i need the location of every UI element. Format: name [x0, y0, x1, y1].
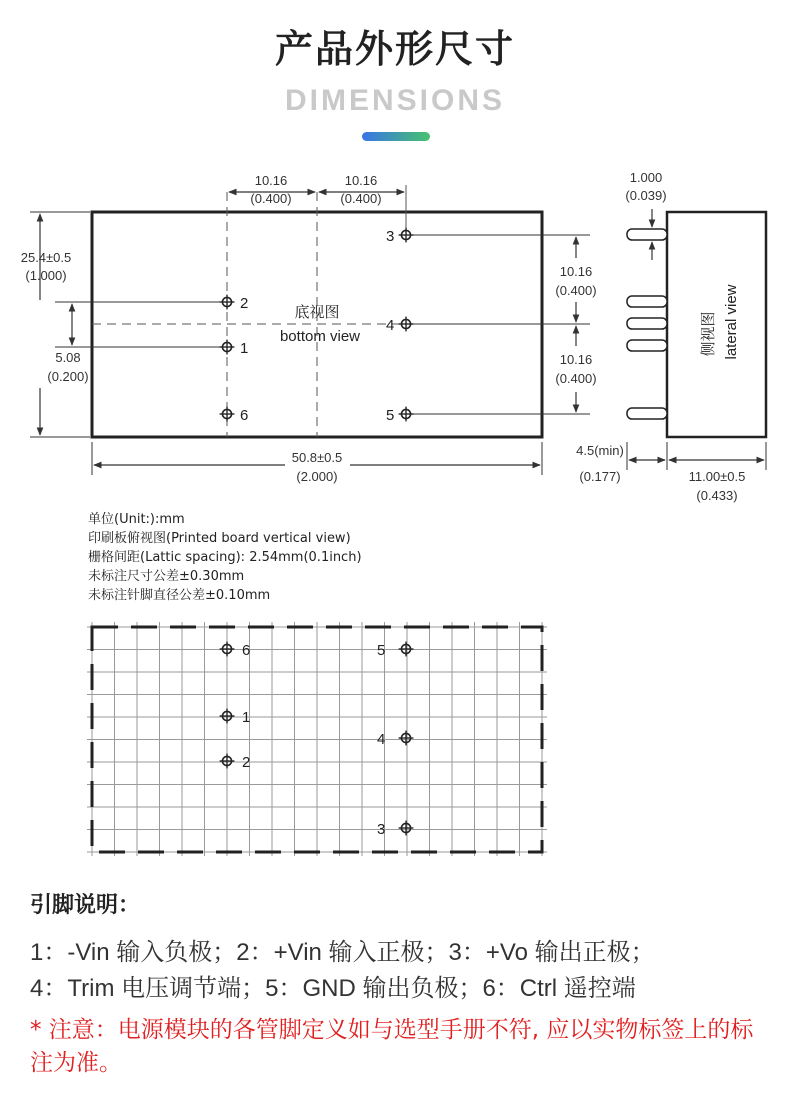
dim-height-mm: 25.4±0.5 [20, 250, 72, 265]
pcb-pin-2-label: 2 [242, 754, 251, 771]
pin-5-marker [399, 407, 414, 422]
dim-pin-len-in: (0.177) [579, 469, 621, 484]
dim-pin-dia-mm: 1.000 [629, 170, 663, 185]
dim-right-lower-mm: 10.16 [559, 352, 593, 367]
dim-depth-mm: 11.00±0.5 [688, 469, 746, 484]
pcb-grid [87, 622, 547, 856]
lateral-view-en: lateral view [723, 284, 740, 360]
pcb-pin-3-marker [399, 821, 414, 836]
notes-block [88, 510, 362, 605]
dim-pin-len-mm: 4.5(min) [576, 443, 624, 458]
pcb-pin-1-label: 1 [242, 709, 251, 726]
pcb-pin-5-label: 5 [377, 642, 386, 659]
right-dimensions [412, 235, 597, 414]
pin-5-label: 5 [386, 407, 395, 424]
note-tolerance: 未标注尺寸公差±0.30mm [88, 569, 245, 584]
page-subtitle: DIMENSIONS [284, 84, 506, 117]
pin-2-marker [220, 295, 235, 310]
top-dimensions [229, 173, 404, 206]
note-view: 印刷板俯视图(Printed board vertical view) [88, 531, 351, 546]
lateral-view-cn: 侧视图 [700, 311, 717, 357]
pin-2-label: 2 [240, 295, 249, 312]
pcb-pin-1-marker [220, 709, 235, 724]
dim-top-left-in: (0.400) [250, 191, 292, 206]
dim-right-upper-in: (0.400) [555, 283, 597, 298]
pin-description-title: 引脚说明： [30, 893, 141, 918]
dim-top-right-mm: 10.16 [344, 173, 378, 188]
pcb-pin-2-marker [220, 754, 235, 769]
pcb-pin-4-label: 4 [377, 731, 386, 748]
lateral-view [576, 170, 766, 503]
pcb-pin-6-label: 6 [242, 642, 251, 659]
warning-note: * 注意：电源模块的各管脚定义如与选型手册不符, 应以实物标签上的标注为准。 [30, 1017, 754, 1076]
dim-width-in: (2.000) [296, 469, 338, 484]
pcb-pin-3-label: 3 [377, 821, 386, 838]
pcb-pin-5-marker [399, 642, 414, 657]
bottom-view-cn: 底视图 [294, 304, 340, 321]
dim-pitch-in: (0.200) [47, 369, 89, 384]
dim-right-upper-mm: 10.16 [559, 264, 593, 279]
pin-1-marker [220, 340, 235, 355]
dim-pin-dia-in: (0.039) [625, 188, 667, 203]
pin-6-label: 6 [240, 407, 249, 424]
pin-description-line-2: 4：Trim 电压调节端；5：GND 输出负极；6：Ctrl 遥控端 [30, 975, 636, 1002]
note-unit: 单位(Unit:):mm [88, 512, 185, 527]
bottom-view-en: bottom view [279, 328, 361, 345]
dim-width-mm: 50.8±0.5 [291, 450, 343, 465]
pin-4-marker [399, 317, 414, 332]
dim-height-in: (1.000) [25, 268, 67, 283]
pcb-pin-6-marker [220, 642, 235, 657]
pin-6-marker [220, 407, 235, 422]
dim-pitch-mm: 5.08 [55, 350, 81, 365]
pin-3-marker [399, 228, 414, 243]
dim-depth-in: (0.433) [696, 488, 738, 503]
page-title: 产品外形尺寸 [274, 27, 515, 71]
note-pin-tolerance: 未标注针脚直径公差±0.10mm [88, 588, 271, 603]
dim-top-left-mm: 10.16 [254, 173, 288, 188]
note-spacing: 栅格间距(Lattic spacing): 2.54mm(0.1inch) [88, 550, 362, 565]
dim-top-right-in: (0.400) [340, 191, 382, 206]
width-dimension [92, 442, 542, 484]
pin-3-label: 3 [386, 228, 395, 245]
pcb-pin-4-marker [399, 731, 414, 746]
pin-1-label: 1 [240, 340, 249, 357]
pin-description-line-1: 1：-Vin 输入负极；2：+Vin 输入正极；3：+Vo 输出正极； [30, 939, 655, 966]
pin-4-label: 4 [386, 317, 395, 334]
dim-right-lower-in: (0.400) [555, 371, 597, 386]
